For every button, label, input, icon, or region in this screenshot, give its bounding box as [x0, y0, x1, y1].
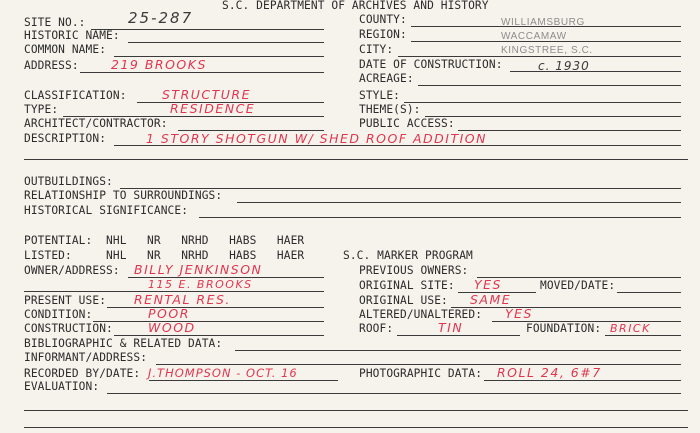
style-label: STYLE:: [359, 88, 401, 103]
county-label: COUNTY:: [359, 12, 407, 27]
region-label: REGION:: [359, 27, 407, 42]
original-use-value: SAME: [470, 292, 512, 307]
informant-line: [156, 364, 681, 365]
outbuildings-label: OUTBUILDINGS:: [24, 174, 113, 189]
classification-value: STRUCTURE: [162, 87, 252, 102]
address-label: ADDRESS:: [24, 58, 79, 73]
present-use-line: [107, 307, 324, 308]
acreage-label: ACREAGE:: [359, 71, 414, 86]
region-stamp: WACCAMAW: [501, 31, 567, 42]
public-access-label: PUBLIC ACCESS:: [359, 116, 455, 131]
description-blank-line-1: [24, 159, 688, 160]
previous-owners-label: PREVIOUS OWNERS:: [359, 263, 469, 278]
site-no-value: 25-287: [128, 9, 194, 27]
construction-label: CONSTRUCTION:: [24, 321, 113, 336]
marker-program-label: S.C. MARKER PROGRAM: [343, 248, 473, 263]
altered-value: YES: [505, 306, 533, 321]
evaluation-blank-line-2: [24, 427, 688, 428]
original-site-label: ORIGINAL SITE:: [359, 278, 455, 293]
bibliographic-label: BIBLIOGRAPHIC & RELATED DATA:: [24, 336, 223, 351]
present-use-label: PRESENT USE:: [24, 293, 107, 308]
bibliographic-line: [235, 350, 681, 351]
historic-name-line: [128, 42, 324, 43]
significance-label: HISTORICAL SIGNIFICANCE:: [24, 203, 189, 218]
style-line: [404, 102, 681, 103]
moved-date-line: [617, 292, 681, 293]
foundation-value: BRICK: [610, 322, 651, 335]
condition-line: [93, 321, 324, 322]
card-title: S.C. DEPARTMENT OF ARCHIVES AND HISTORY: [222, 0, 489, 13]
roof-line: [397, 335, 520, 336]
address-value: 219 BROOKS: [111, 57, 207, 72]
moved-date-label: MOVED/DATE:: [540, 278, 616, 293]
photographic-line: [484, 380, 681, 381]
informant-label: INFORMANT/ADDRESS:: [24, 350, 148, 365]
present-use-value: RENTAL RES.: [134, 292, 231, 307]
site-no-line: [91, 29, 324, 30]
classification-label: CLASSIFICATION:: [24, 88, 127, 103]
roof-label: ROOF:: [359, 321, 394, 336]
themes-label: THEME(S):: [359, 102, 421, 117]
description-value: 1 STORY SHOTGUN W/ SHED ROOF ADDITION: [146, 131, 487, 146]
city-label: CITY:: [359, 42, 394, 57]
condition-label: CONDITION:: [24, 307, 93, 322]
acreage-line: [418, 85, 681, 86]
photographic-label: PHOTOGRAPHIC DATA:: [359, 366, 483, 381]
site-no-label: SITE NO.:: [24, 15, 86, 30]
date-of-construction-label: DATE OF CONSTRUCTION:: [359, 57, 503, 72]
themes-line: [425, 116, 681, 117]
city-stamp: KINGSTREE, S.C.: [501, 45, 593, 56]
potential-label: POTENTIAL: NHL NR NRHD HABS HAER: [24, 233, 305, 248]
roof-value: TIN: [438, 320, 464, 335]
relationship-line: [237, 202, 681, 203]
relationship-label: RELATIONSHIP TO SURROUNDINGS:: [24, 188, 223, 203]
construction-value: WOOD: [148, 320, 196, 335]
address-line: [80, 72, 324, 73]
significance-line: [199, 217, 681, 218]
condition-value: POOR: [148, 306, 190, 321]
description-label: DESCRIPTION:: [24, 131, 107, 146]
original-use-line: [451, 307, 681, 308]
historic-name-label: HISTORIC NAME:: [24, 28, 120, 43]
listed-label: LISTED: NHL NR NRHD HABS HAER: [24, 248, 305, 263]
county-stamp: WILLIAMSBURG: [501, 17, 585, 28]
architect-label: ARCHITECT/CONTRACTOR:: [24, 116, 168, 131]
original-site-value: YES: [474, 277, 502, 292]
date-of-construction-value: c. 1930: [538, 59, 590, 73]
recorded-by-line: [149, 380, 338, 381]
altered-label: ALTERED/UNALTERED:: [359, 307, 483, 322]
type-label: TYPE:: [24, 102, 59, 117]
recorded-by-value: J.THOMPSON - OCT. 16: [148, 366, 298, 380]
owner-name-value: BILLY JENKINSON: [134, 262, 263, 277]
evaluation-blank-line-1: [24, 410, 688, 411]
date-of-construction-line: [510, 71, 681, 72]
owner-address-value: 115 E. BROOKS: [148, 278, 253, 291]
foundation-label: FOUNDATION:: [526, 321, 602, 336]
recorded-by-label: RECORDED BY/DATE:: [24, 366, 141, 381]
photographic-value: ROLL 24, 6#7: [497, 365, 602, 380]
public-access-line: [458, 130, 681, 131]
common-name-label: COMMON NAME:: [24, 42, 107, 57]
evaluation-label: EVALUATION:: [24, 379, 100, 394]
original-use-label: ORIGINAL USE:: [359, 293, 448, 308]
owner-address-label: OWNER/ADDRESS:: [24, 263, 120, 278]
type-value: RESIDENCE: [170, 101, 256, 116]
evaluation-line: [107, 393, 681, 394]
